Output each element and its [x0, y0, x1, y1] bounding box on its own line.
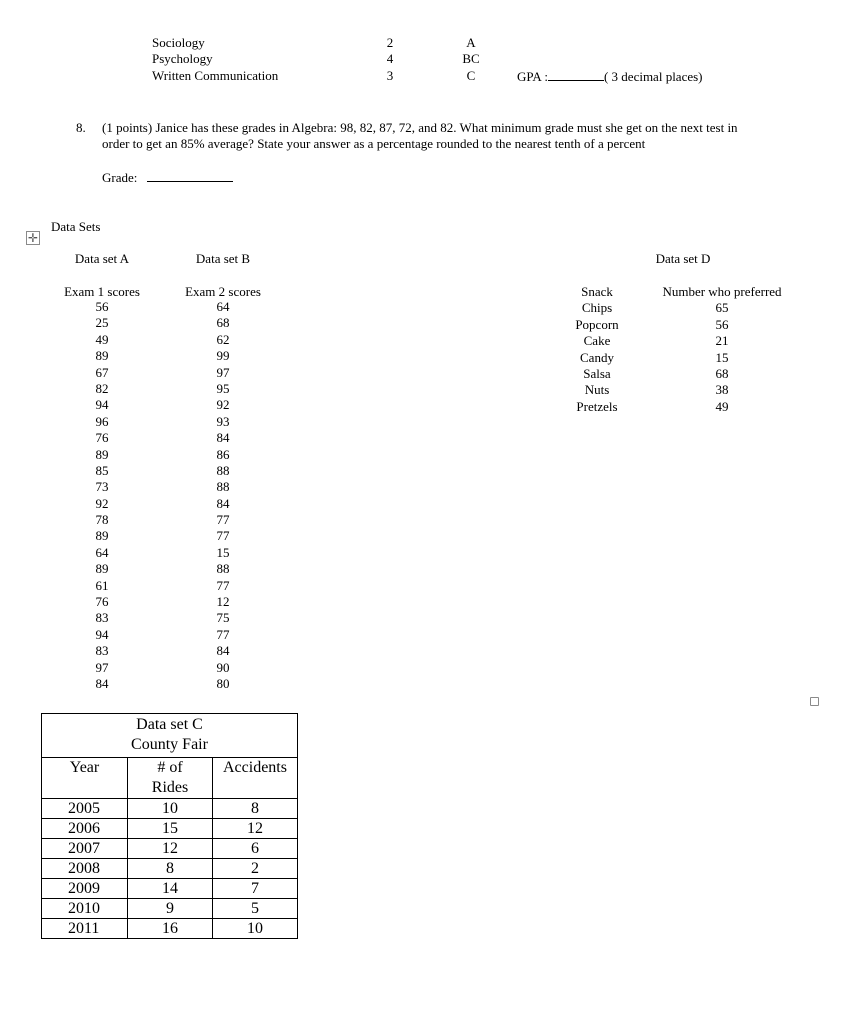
data-set-b-value: 77 — [216, 577, 230, 593]
data-set-d-numbers — [647, 284, 797, 415]
data-set-d-number: 38 — [715, 382, 729, 398]
data-set-b-value: 92 — [216, 397, 230, 413]
data-set-b-value: 84 — [216, 430, 230, 446]
accidents-cell: 2 — [213, 859, 298, 879]
data-set-a-value: 56 — [95, 299, 109, 314]
data-set-d-number: 68 — [715, 365, 729, 381]
rides-cell: 16 — [128, 919, 213, 939]
data-set-a-value: 94 — [95, 626, 109, 642]
data-set-b-value: 93 — [216, 413, 230, 429]
rides-cell: 10 — [128, 799, 213, 819]
data-set-b-value: 90 — [216, 659, 230, 675]
data-set-b-value: 88 — [216, 479, 230, 495]
data-set-d-number: 15 — [715, 349, 729, 365]
year-cell: 2007 — [42, 839, 128, 859]
data-set-b-value: 15 — [216, 544, 230, 560]
data-set-a-value: 82 — [95, 380, 109, 396]
data-set-c-table — [41, 713, 298, 939]
data-set-a-value: 97 — [95, 659, 109, 675]
rides-cell: 9 — [128, 899, 213, 919]
rides-cell: 14 — [128, 879, 213, 899]
question-text-line2: order to get an 85% average? State your answer as a percentage rounded to the nearest tenth of a percent — [102, 136, 646, 151]
data-set-a-value: 89 — [95, 528, 109, 544]
gpa-label: GPA : — [517, 69, 548, 84]
data-set-b-values — [203, 299, 243, 692]
data-set-b-value: 77 — [216, 512, 230, 528]
data-set-d-number: 49 — [715, 398, 729, 414]
data-set-b-value: 88 — [216, 462, 230, 478]
year-header: Year — [42, 758, 128, 799]
course-name: Psychology — [152, 51, 213, 67]
data-set-b-value: 12 — [216, 594, 230, 610]
data-set-b-value: 80 — [216, 675, 230, 691]
course-name: Written Communication — [152, 67, 279, 83]
data-set-a-header: Exam 1 scores — [64, 284, 140, 299]
data-set-b-title: Data set B — [195, 251, 251, 266]
course-name: Sociology — [152, 35, 205, 50]
question-number: 8. — [76, 120, 86, 135]
grade-answer-blank[interactable] — [147, 181, 233, 182]
data-set-b-value: 88 — [216, 561, 230, 577]
rides-cell: 12 — [128, 839, 213, 859]
course-credit: 4 — [386, 51, 394, 67]
grade-label: Grade: — [102, 170, 138, 185]
course-credit: 2 — [386, 35, 394, 50]
data-set-b-value: 62 — [216, 331, 230, 347]
data-set-b-value: 86 — [216, 446, 230, 462]
course-grade: A — [466, 35, 476, 50]
rides-cell: 15 — [128, 819, 213, 839]
table-row — [42, 919, 298, 939]
rides-header-line1: # of — [157, 759, 183, 776]
data-set-a-value: 49 — [95, 331, 109, 347]
table-row — [42, 839, 298, 859]
data-set-d-snack: Salsa — [583, 365, 611, 381]
year-cell: 2006 — [42, 819, 128, 839]
rides-cell: 8 — [128, 859, 213, 879]
data-set-a-value: 83 — [95, 610, 109, 626]
data-set-d-header-snack: Snack — [581, 284, 613, 299]
year-cell: 2008 — [42, 859, 128, 879]
gpa-line — [517, 68, 703, 86]
data-set-d-number: 21 — [715, 333, 729, 349]
data-set-a-value: 83 — [95, 643, 109, 659]
data-set-b-header: Exam 2 scores — [185, 284, 261, 299]
accidents-header: Accidents — [213, 758, 298, 799]
data-set-d-snack: Pretzels — [576, 398, 618, 414]
data-set-b-value: 95 — [216, 380, 230, 396]
data-set-a-value: 73 — [95, 479, 109, 495]
year-cell: 2005 — [42, 799, 128, 819]
course-credit: 3 — [386, 67, 394, 83]
resize-square-icon[interactable] — [810, 697, 819, 706]
data-set-a-value: 78 — [95, 512, 109, 528]
data-set-a-value: 94 — [95, 397, 109, 413]
course-grades — [456, 35, 486, 84]
rides-header-line2: Rides — [151, 779, 189, 796]
data-set-d-title: Data set D — [655, 251, 711, 266]
data-set-a-value: 89 — [95, 348, 109, 364]
data-set-b-value: 84 — [216, 643, 230, 659]
data-set-d-header-number: Number who preferred — [662, 284, 782, 299]
year-cell: 2010 — [42, 899, 128, 919]
data-set-d-snack: Popcorn — [575, 316, 619, 332]
data-set-a-value: 84 — [95, 675, 109, 691]
table-row — [42, 799, 298, 819]
data-set-a-value: 89 — [95, 446, 109, 462]
data-set-c-body — [42, 799, 298, 939]
course-grade: C — [466, 67, 476, 83]
data-sets-heading: Data Sets — [51, 219, 101, 234]
data-set-a-value: 92 — [95, 495, 109, 511]
data-set-d-snack: Cake — [583, 333, 611, 349]
accidents-cell: 12 — [213, 819, 298, 839]
data-set-a-value: 67 — [95, 364, 109, 380]
accidents-cell: 7 — [213, 879, 298, 899]
course-credits — [380, 35, 400, 84]
data-set-b-value: 75 — [216, 610, 230, 626]
data-set-d-number: 65 — [715, 300, 729, 316]
data-set-d-snack: Chips — [581, 300, 613, 316]
data-set-d-snack: Nuts — [584, 382, 610, 398]
gpa-blank[interactable] — [548, 80, 604, 81]
data-set-a-value: 96 — [95, 413, 109, 429]
data-set-b-value: 99 — [216, 348, 230, 364]
course-grade: BC — [462, 51, 480, 67]
data-set-a-value: 76 — [95, 594, 109, 610]
data-set-a-value: 89 — [95, 561, 109, 577]
data-set-a-value: 85 — [95, 462, 109, 478]
data-set-b-value: 77 — [216, 626, 230, 642]
table-row — [42, 859, 298, 879]
data-set-b-value: 64 — [216, 299, 230, 314]
data-set-b-value: 97 — [216, 364, 230, 380]
data-set-a-value: 76 — [95, 430, 109, 446]
question-text-line1: (1 points) Janice has these grades in Algebra: 98, 82, 87, 72, and 82. What minimum grade must she get on the next test in — [102, 120, 738, 135]
accidents-cell: 6 — [213, 839, 298, 859]
move-arrows-icon[interactable]: ✛ — [27, 231, 39, 245]
data-set-b-value: 84 — [216, 495, 230, 511]
data-set-c-title — [42, 714, 298, 758]
data-set-c-title-line1: Data set C — [136, 716, 203, 733]
data-set-a-value: 25 — [95, 315, 109, 331]
table-row — [42, 899, 298, 919]
year-cell: 2009 — [42, 879, 128, 899]
table-row — [42, 879, 298, 899]
gpa-note: ( 3 decimal places) — [603, 69, 703, 84]
accidents-cell: 5 — [213, 899, 298, 919]
data-set-a-value: 64 — [95, 544, 109, 560]
data-set-a-values — [82, 299, 122, 692]
data-set-b-value: 77 — [216, 528, 230, 544]
year-cell: 2011 — [42, 919, 128, 939]
data-set-a-value: 61 — [95, 577, 109, 593]
data-set-d-number: 56 — [715, 316, 729, 332]
course-names — [152, 35, 278, 84]
data-set-d-snack: Candy — [580, 349, 614, 365]
data-set-a-title: Data set A — [74, 251, 130, 266]
rides-header — [128, 758, 213, 799]
grade-line — [102, 169, 233, 187]
data-set-c-title-line2: County Fair — [131, 736, 208, 753]
data-set-b-value: 68 — [216, 315, 230, 331]
data-set-d-snacks — [562, 284, 632, 415]
accidents-cell: 10 — [213, 919, 298, 939]
accidents-cell: 8 — [213, 799, 298, 819]
table-row — [42, 819, 298, 839]
